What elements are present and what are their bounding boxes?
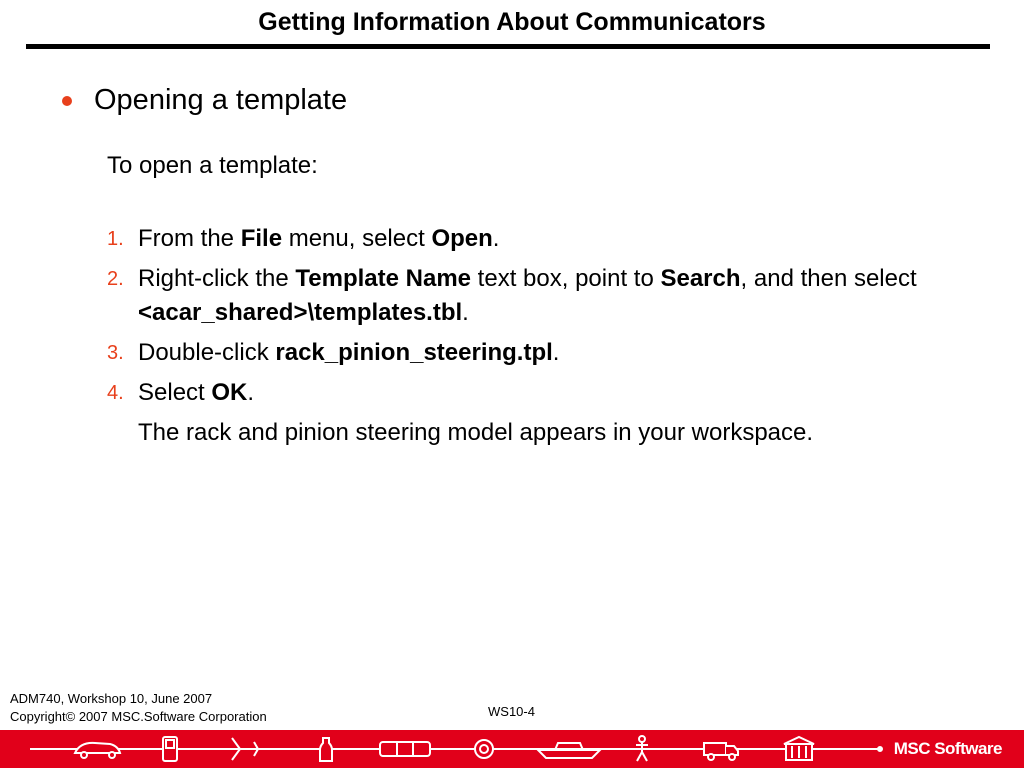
truck-icon	[704, 743, 738, 760]
car-icon	[75, 743, 120, 758]
footer-bar	[0, 730, 1024, 768]
result-note: The rack and pinion steering model appears in your workspace.	[138, 419, 814, 446]
bullet-heading	[62, 84, 347, 117]
slide-title: Getting Information About Communicators	[258, 8, 766, 36]
step-number: 2.	[107, 268, 124, 290]
msc-software-logo: MSC Software	[893, 739, 1002, 758]
step-fragment: menu, select	[282, 225, 432, 252]
gear-icon	[475, 740, 493, 758]
step-fragment: Right-click the	[138, 265, 296, 292]
step-keyword: Template Name	[295, 265, 472, 292]
step-fragment: .	[552, 339, 560, 366]
footer-copyright: Copyright© 2007 MSC.Software Corporation	[10, 709, 267, 724]
intro-text: To open a template:	[107, 152, 318, 179]
step-fragment: , and then select	[740, 265, 917, 292]
step-fragment: From the	[138, 225, 241, 252]
steps-list	[107, 222, 967, 450]
airplane-icon	[225, 738, 265, 760]
step-item	[107, 336, 967, 370]
step-keyword: Search	[660, 265, 741, 292]
step-text	[138, 222, 967, 256]
footer-course: ADM740, Workshop 10, June 2007	[10, 691, 213, 706]
strip-end-icon	[878, 747, 882, 751]
step-number: 4.	[107, 382, 124, 404]
step-fragment: Select	[138, 379, 212, 406]
icon-strip	[0, 730, 1024, 768]
step-fragment: Double-click	[138, 339, 276, 366]
bullet-icon	[62, 96, 72, 106]
step-keyword: <acar_shared>\templates.tbl	[138, 299, 463, 326]
step-keyword: File	[240, 225, 283, 252]
step-fragment: .	[247, 379, 255, 406]
step-keyword: OK	[211, 379, 248, 406]
step-number: 3.	[107, 342, 124, 364]
step-keyword: rack_pinion_steering.tpl	[275, 339, 553, 366]
step-fragment: text box, point to	[471, 265, 661, 292]
step-fragment: .	[462, 299, 469, 326]
step-text	[138, 336, 967, 370]
step-keyword: Open	[431, 225, 493, 252]
title-divider	[26, 44, 990, 49]
page-number: WS10-4	[488, 704, 535, 719]
step-number: 1.	[107, 228, 124, 250]
step-text	[138, 376, 967, 410]
step-item	[107, 222, 967, 256]
step-item	[107, 376, 967, 410]
building-icon	[784, 737, 814, 760]
step-fragment: .	[492, 225, 500, 252]
bullet-text: Opening a template	[94, 84, 348, 116]
step-text	[138, 262, 967, 330]
footer-info	[10, 690, 267, 726]
phone-icon	[163, 737, 177, 761]
ship-icon	[538, 743, 600, 758]
bottle-icon	[320, 738, 332, 761]
train-icon	[380, 742, 430, 756]
step-item	[107, 262, 967, 330]
